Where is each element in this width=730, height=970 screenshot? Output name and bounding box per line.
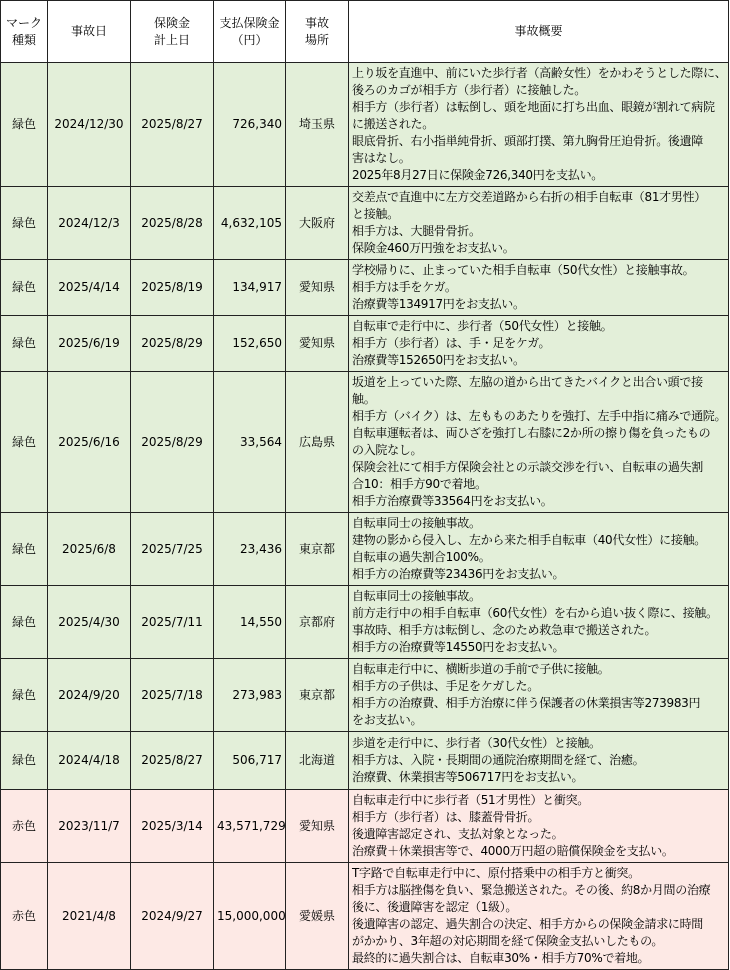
accident-date-cell: 2024/12/3 xyxy=(48,187,131,260)
summary-cell xyxy=(349,513,729,586)
summary-line: 坂道を上っていた際、左脇の道から出てきたバイクと出合い頭で接 xyxy=(352,375,703,389)
summary-cell xyxy=(349,63,729,187)
summary-cell xyxy=(349,863,729,970)
accident-date-cell: 2025/6/19 xyxy=(48,316,131,372)
place-cell: 愛知県 xyxy=(286,790,349,863)
summary-line: 交差点で直進中に左方交差道路から右折の相手自転車（81才男性） xyxy=(352,190,706,204)
booked-date-cell: 2025/3/14 xyxy=(131,790,214,863)
mark-type-cell: 緑色 xyxy=(1,659,48,732)
table-row xyxy=(1,586,729,659)
amount-cell: 506,717 xyxy=(214,732,286,790)
place-cell: 大阪府 xyxy=(286,187,349,260)
accident-date-cell: 2021/4/8 xyxy=(48,863,131,970)
summary-line: に搬送された。 xyxy=(352,117,434,131)
summary-line: 相手方（歩行者）は転倒し、頭を地面に打ち出血、眼鏡が割れて病院 xyxy=(352,100,715,114)
summary-line: 後に、後遺障害を認定（1級）。 xyxy=(352,900,518,914)
accident-date-cell: 2024/9/20 xyxy=(48,659,131,732)
header-place: 事故 場所 xyxy=(286,1,349,63)
table-row xyxy=(1,187,729,260)
booked-date-cell: 2025/8/28 xyxy=(131,187,214,260)
summary-line: 2025年8月27日に保険金726,340円を支払い。 xyxy=(352,168,603,182)
mark-type-cell: 緑色 xyxy=(1,732,48,790)
mark-type-cell: 緑色 xyxy=(1,372,48,513)
amount-cell: 273,983 xyxy=(214,659,286,732)
summary-line: 治療費等152650円をお支払い。 xyxy=(352,353,525,367)
summary-line: 自転車同士の接触事故。 xyxy=(352,589,481,603)
mark-type-cell: 緑色 xyxy=(1,586,48,659)
place-cell: 愛知県 xyxy=(286,316,349,372)
summary-line: 事故時、相手方は転倒し、念のため救急車で搬送された。 xyxy=(352,623,657,637)
accident-date-cell: 2025/4/30 xyxy=(48,586,131,659)
summary-line: 治療費等134917円をお支払い。 xyxy=(352,297,525,311)
booked-date-cell: 2024/9/27 xyxy=(131,863,214,970)
summary-line: と接触。 xyxy=(352,207,399,221)
table-row xyxy=(1,863,729,970)
mark-type-cell: 緑色 xyxy=(1,187,48,260)
summary-line: 自転車走行中に歩行者（51才男性）と衝突。 xyxy=(352,793,589,807)
accident-date-cell: 2024/4/18 xyxy=(48,732,131,790)
amount-cell: 43,571,729 xyxy=(214,790,286,863)
booked-date-cell: 2025/8/27 xyxy=(131,63,214,187)
summary-line: 触。 xyxy=(352,392,376,406)
summary-line: 相手方（歩行者）は、膝蓋骨骨折。 xyxy=(352,810,540,824)
mark-type-cell: 緑色 xyxy=(1,316,48,372)
summary-line: の入院なし。 xyxy=(352,443,423,457)
summary-cell xyxy=(349,260,729,316)
place-cell: 東京都 xyxy=(286,513,349,586)
summary-line: 相手方治療費等33564円をお支払い。 xyxy=(352,494,553,508)
summary-line: 上り坂を直進中、前にいた歩行者（高齢女性）をかわそうとした際に、 xyxy=(352,66,727,80)
summary-cell xyxy=(349,187,729,260)
summary-line: 保険会社にて相手方保険会社との示談交渉を行い、自転車の過失割 xyxy=(352,460,704,474)
table-row xyxy=(1,260,729,316)
table-row xyxy=(1,316,729,372)
accident-date-cell: 2023/11/7 xyxy=(48,790,131,863)
summary-cell xyxy=(349,586,729,659)
amount-cell: 23,436 xyxy=(214,513,286,586)
summary-line: 自転車運転者は、両ひざを強打し右膝に2か所の擦り傷を負ったもの xyxy=(352,426,711,440)
mark-type-cell: 赤色 xyxy=(1,863,48,970)
booked-date-cell: 2025/7/18 xyxy=(131,659,214,732)
table-row xyxy=(1,659,729,732)
place-cell: 広島県 xyxy=(286,372,349,513)
mark-type-cell: 緑色 xyxy=(1,63,48,187)
header-booked-date: 保険金 計上日 xyxy=(131,1,214,63)
booked-date-cell: 2025/8/27 xyxy=(131,732,214,790)
summary-line: 相手方の治療費等23436円をお支払い。 xyxy=(352,567,565,581)
amount-cell: 4,632,105 xyxy=(214,187,286,260)
summary-line: 相手方の治療費、相手方治療に伴う保護者の休業損害等273983円 xyxy=(352,696,701,710)
summary-line: 相手方（歩行者）は、手・足をケガ。 xyxy=(352,336,551,350)
summary-line: がかかり、3年超の対応期間を経て保険金支払いしたもの。 xyxy=(352,934,664,948)
summary-line: 治療費、休業損害等506717円をお支払い。 xyxy=(352,770,584,784)
summary-line: 自転車の過失割合100%。 xyxy=(352,550,491,564)
summary-cell xyxy=(349,790,729,863)
summary-line: 最終的に過失割合は、自転車30%・相手方70%で着地。 xyxy=(352,951,650,965)
booked-date-cell: 2025/7/25 xyxy=(131,513,214,586)
summary-line: 相手方は脳挫傷を負い、緊急搬送された。その後、約8か月間の治療 xyxy=(352,883,711,897)
summary-line: 前方走行中の相手自転車（60代女性）を右から追い抜く際に、接触。 xyxy=(352,606,718,620)
table-row xyxy=(1,63,729,187)
accident-date-cell: 2025/4/14 xyxy=(48,260,131,316)
accident-date-cell: 2024/12/30 xyxy=(48,63,131,187)
accident-date-cell: 2025/6/16 xyxy=(48,372,131,513)
summary-line: 学校帰りに、止まっていた相手自転車（50代女性）と接触事故。 xyxy=(352,263,695,277)
header-accident-date: 事故日 xyxy=(48,1,131,63)
header-amount: 支払保険金 （円） xyxy=(214,1,286,63)
summary-line: 相手方（バイク）は、左もものあたりを強打、左手中指に痛みで通院。 xyxy=(352,409,727,423)
summary-line: 相手方の子供は、手足をケガした。 xyxy=(352,679,539,693)
place-cell: 愛媛県 xyxy=(286,863,349,970)
booked-date-cell: 2025/8/29 xyxy=(131,316,214,372)
summary-line: 合10：相手方90で着地。 xyxy=(352,477,487,491)
summary-line: 相手方は、大腿骨骨折。 xyxy=(352,224,481,238)
summary-cell xyxy=(349,372,729,513)
place-cell: 埼玉県 xyxy=(286,63,349,187)
table-row xyxy=(1,790,729,863)
booked-date-cell: 2025/7/11 xyxy=(131,586,214,659)
summary-line: 後ろのカゴが相手方（歩行者）に接触した。 xyxy=(352,83,587,97)
place-cell: 愛知県 xyxy=(286,260,349,316)
place-cell: 京都府 xyxy=(286,586,349,659)
summary-line: 保険金460万円強をお支払い。 xyxy=(352,241,515,255)
summary-line: 歩道を走行中に、歩行者（30代女性）と接触。 xyxy=(352,736,601,750)
summary-line: 建物の影から侵入し、左から来た相手自転車（40代女性）に接触。 xyxy=(352,533,706,547)
header-summary: 事故概要 xyxy=(349,1,729,63)
summary-cell xyxy=(349,659,729,732)
summary-line: 後遺障害認定され、支払対象となった。 xyxy=(352,827,564,841)
summary-line: 相手方の治療費等14550円をお支払い。 xyxy=(352,640,565,654)
summary-line: T字路で自転車走行中に、原付搭乗中の相手方と衝突。 xyxy=(352,866,640,880)
place-cell: 東京都 xyxy=(286,659,349,732)
amount-cell: 14,550 xyxy=(214,586,286,659)
summary-line: 相手方は手をケガ。 xyxy=(352,280,457,294)
table-row xyxy=(1,732,729,790)
summary-cell xyxy=(349,732,729,790)
amount-cell: 33,564 xyxy=(214,372,286,513)
summary-line: をお支払い。 xyxy=(352,713,423,727)
mark-type-cell: 緑色 xyxy=(1,260,48,316)
header-mark-type: マーク 種類 xyxy=(1,1,48,63)
table-header xyxy=(1,1,729,63)
amount-cell: 15,000,000 xyxy=(214,863,286,970)
table-row xyxy=(1,372,729,513)
summary-line: 治療費＋休業損害等で、4000万円超の賠償保険金を支払い。 xyxy=(352,844,674,858)
table-row xyxy=(1,513,729,586)
summary-line: 後遺障害の認定、過失割合の決定、相手方からの保険金請求に時間 xyxy=(352,917,704,931)
amount-cell: 134,917 xyxy=(214,260,286,316)
mark-type-cell: 赤色 xyxy=(1,790,48,863)
booked-date-cell: 2025/8/29 xyxy=(131,372,214,513)
summary-line: 自転車で走行中に、歩行者（50代女性）と接触。 xyxy=(352,319,613,333)
place-cell: 北海道 xyxy=(286,732,349,790)
summary-cell xyxy=(349,316,729,372)
summary-line: 相手方は、入院・長期間の通院治療期間を経て、治癒。 xyxy=(352,753,645,767)
summary-line: 眼底骨折、右小指単純骨折、頭部打撲、第九胸骨圧迫骨折。後遺障 xyxy=(352,134,704,148)
booked-date-cell: 2025/8/19 xyxy=(131,260,214,316)
accident-date-cell: 2025/6/8 xyxy=(48,513,131,586)
mark-type-cell: 緑色 xyxy=(1,513,48,586)
amount-cell: 726,340 xyxy=(214,63,286,187)
amount-cell: 152,650 xyxy=(214,316,286,372)
summary-line: 害はなし。 xyxy=(352,151,411,165)
summary-line: 自転車同士の接触事故。 xyxy=(352,516,481,530)
summary-line: 自転車走行中に、横断歩道の手前で子供に接触。 xyxy=(352,662,610,676)
